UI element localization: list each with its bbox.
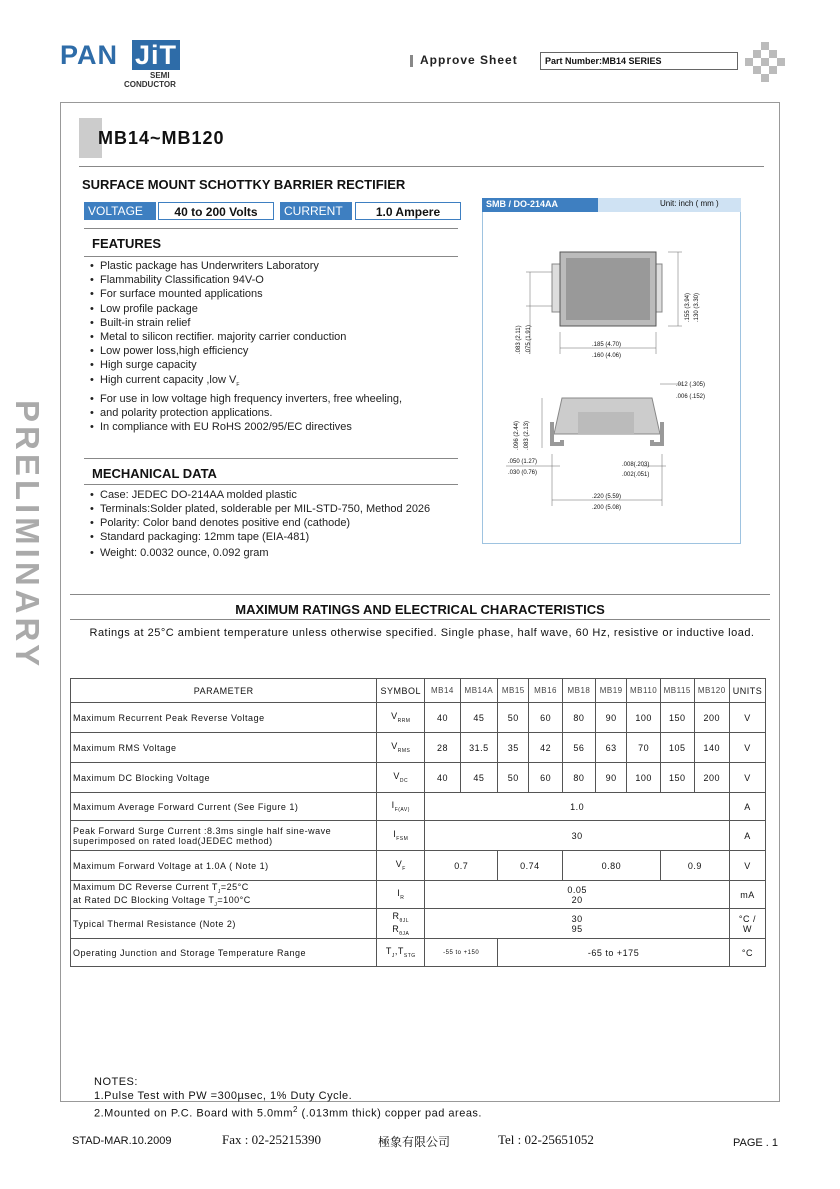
value-cell: 0.05 20	[425, 881, 730, 909]
feature-item: • Flammability Classification 94V-O	[90, 273, 470, 287]
symbol-cell: $V_{DC}$	[377, 763, 425, 793]
param-cell: Maximum DC Blocking Voltage	[71, 763, 377, 793]
notes-heading: NOTES:	[94, 1076, 138, 1088]
value-cell: -65 to +175	[498, 939, 730, 967]
dim-d2: .130 (3.30)	[694, 292, 700, 322]
dim-d14: .002(.051)	[622, 472, 650, 478]
unit-cell: V	[729, 851, 765, 881]
value-cell: 90	[596, 703, 627, 733]
current-value: 1.0 Ampere	[355, 202, 461, 220]
dim-d4: .075 (1.91)	[526, 324, 532, 354]
value-cell: 80	[562, 763, 595, 793]
unit-cell: mA	[729, 881, 765, 909]
logo-semi: SEMI	[150, 71, 170, 80]
dim-d5: .185 (4.70)	[592, 342, 622, 348]
notes	[94, 1075, 482, 1121]
param-cell: Maximum DC Reverse Current $T_J=25^\circ C$ at Rated DC Blocking Voltage $T_J=100^\circ C$	[71, 881, 377, 909]
ratings-heading: MAXIMUM RATINGS AND ELECTRICAL CHARACTERISTICS	[235, 602, 605, 617]
col-header: MB15	[498, 679, 529, 703]
subtitle: SURFACE MOUNT SCHOTTKY BARRIER RECTIFIER	[82, 177, 406, 192]
dim-d15: .220 (5.59)	[592, 494, 622, 500]
table-row	[71, 821, 766, 851]
ratings-note: Ratings at 25°C ambient temperature unless otherwise specified. Single phase, half wave, 60 Hz, resistive or inductive load.	[89, 627, 755, 639]
value-cell: 50	[498, 703, 529, 733]
value-cell: 105	[660, 733, 694, 763]
value-cell: 56	[562, 733, 595, 763]
symbol-cell: $R_{\theta JL}$ $R_{\theta JA}$	[377, 909, 425, 939]
approve-sheet-label: Approve Sheet	[420, 53, 518, 67]
value-cell: 50	[498, 763, 529, 793]
dim-d9: .096 (2.44)	[514, 420, 520, 450]
value-cell: 63	[596, 733, 627, 763]
col-header: MB14	[425, 679, 460, 703]
dim-d10: .083 (2.13)	[524, 420, 530, 450]
note-1: 1.Pulse Test with PW =300µsec, 1% Duty Cycle.	[94, 1090, 353, 1102]
value-cell: 70	[627, 733, 661, 763]
part-number-box: Part Number:MB14 SERIES	[540, 52, 738, 70]
feature-item: • Low power loss,high efficiency	[90, 344, 470, 358]
preliminary-watermark: PRELIMINARY	[9, 400, 46, 671]
value-cell: 140	[694, 733, 729, 763]
dim-d3: .083 (2.11)	[516, 325, 522, 354]
param-cell: Maximum Forward Voltage at 1.0A ( Note 1)	[71, 851, 377, 881]
ratings-rule	[70, 594, 770, 595]
value-cell: 0.9	[660, 851, 729, 881]
value-cell: 100	[627, 763, 661, 793]
table-row	[71, 881, 766, 909]
table-row	[71, 939, 766, 967]
logo-jit: JiT	[132, 40, 180, 70]
unit-cell: °C / W	[729, 909, 765, 939]
symbol-cell: $I_R$	[377, 881, 425, 909]
side-body-inner	[578, 412, 634, 434]
feature-item: • For surface mounted applications	[90, 287, 470, 301]
symbol-cell: $V_F$	[377, 851, 425, 881]
footer-page: PAGE . 1	[733, 1137, 779, 1149]
param-cell: Typical Thermal Resistance (Note 2)	[71, 909, 377, 939]
symbol-cell: $V_{RMS}$	[377, 733, 425, 763]
param-cell: Maximum RMS Voltage	[71, 733, 377, 763]
mechanical-list	[90, 488, 470, 560]
unit-cell: V	[729, 703, 765, 733]
value-cell: -55 to +150	[425, 939, 498, 967]
value-cell: 200	[694, 703, 729, 733]
package-unit: Unit: inch ( mm )	[660, 199, 719, 208]
feature-item: • and polarity protection applications.	[90, 406, 470, 420]
footer-company: 極象有限公司	[378, 1135, 451, 1149]
col-header: PARAMETER	[71, 679, 377, 703]
value-cell: 45	[460, 763, 498, 793]
title-rule	[79, 166, 764, 167]
table-row	[71, 851, 766, 881]
value-cell: 150	[660, 703, 694, 733]
dim-d8: .006 (.152)	[676, 394, 706, 400]
package-name: SMB / DO-214AA	[482, 198, 598, 212]
unit-cell: °C	[729, 939, 765, 967]
package-drawing	[482, 214, 741, 542]
unit-cell: V	[729, 763, 765, 793]
mech-item: • Polarity: Color band denotes positive end (cathode)	[90, 516, 470, 530]
value-cell: 90	[596, 763, 627, 793]
symbol-cell: $V_{RRM}$	[377, 703, 425, 733]
value-cell: 60	[529, 763, 562, 793]
mech-item: • Weight: 0.0032 ounce, 0.092 gram	[90, 546, 470, 560]
col-header: MB115	[660, 679, 694, 703]
feature-item: • Metal to silicon rectifier. majority carrier conduction	[90, 330, 470, 344]
approve-bar	[410, 55, 413, 67]
value-cell: 42	[529, 733, 562, 763]
table-row	[71, 909, 766, 939]
value-cell: 80	[562, 703, 595, 733]
footer-fax: Fax : 02-25215390	[222, 1132, 321, 1147]
dim-d7: .012 (.305)	[676, 382, 706, 388]
features-rule	[84, 256, 458, 257]
feature-item: • Low profile package	[90, 302, 470, 316]
mech-rule	[84, 484, 458, 485]
features-rule-top	[84, 228, 458, 229]
symbol-cell: $T_J,T_{STG}$	[377, 939, 425, 967]
unit-cell: V	[729, 733, 765, 763]
checker-pattern	[745, 42, 785, 82]
top-body-inner	[566, 258, 650, 320]
ratings-table	[70, 678, 766, 967]
mech-item: • Standard packaging: 12mm tape (EIA-481)	[90, 530, 470, 544]
value-cell: 0.74	[498, 851, 563, 881]
value-cell: 200	[694, 763, 729, 793]
value-cell: 35	[498, 733, 529, 763]
dim-d1: .155 (3.94)	[685, 292, 691, 322]
logo-pan: PAN	[60, 40, 119, 70]
table-row	[71, 763, 766, 793]
voltage-tag: VOLTAGE	[84, 202, 156, 220]
col-header: MB110	[627, 679, 661, 703]
param-cell: Maximum Average Forward Current (See Figure 1)	[71, 793, 377, 821]
value-cell: 0.80	[562, 851, 660, 881]
value-cell: 60	[529, 703, 562, 733]
feature-item: • High surge capacity	[90, 358, 470, 372]
symbol-cell: $I_{F(AV)}$	[377, 793, 425, 821]
feature-item: • High current capacity ,low $V_F$	[90, 373, 470, 392]
feature-item: • For use in low voltage high frequency inverters, free wheeling,	[90, 392, 470, 406]
dim-d11: .050 (1.27)	[508, 459, 538, 465]
dim-d16: .200 (5.08)	[592, 505, 622, 511]
dim-d6: .160 (4.06)	[592, 353, 622, 359]
unit-cell: A	[729, 793, 765, 821]
voltage-value: 40 to 200 Volts	[158, 202, 274, 220]
value-cell: 100	[627, 703, 661, 733]
symbol-cell: $I_{FSM}$	[377, 821, 425, 851]
unit-cell: A	[729, 821, 765, 851]
features-list	[90, 259, 470, 435]
dim-d13: .008(.203)	[622, 462, 650, 468]
mech-rule-top	[84, 458, 458, 459]
feature-item: • In compliance with EU RoHS 2002/95/EC directives	[90, 420, 470, 434]
value-cell: 150	[660, 763, 694, 793]
col-header: UNITS	[729, 679, 765, 703]
footer-date: STAD-MAR.10.2009	[72, 1135, 172, 1147]
value-cell: 40	[425, 703, 460, 733]
col-header: MB16	[529, 679, 562, 703]
feature-item: • Plastic package has Underwriters Laboratory	[90, 259, 470, 273]
table-header-row	[71, 679, 766, 703]
ratings-rule-2	[70, 619, 770, 620]
value-cell: 30 95	[425, 909, 730, 939]
features-heading: FEATURES	[92, 236, 162, 251]
value-cell: 45	[460, 703, 498, 733]
note-2: 2.Mounted on P.C. Board with $5.0mm^2$ (.013mm thick) copper pad areas.	[94, 1105, 482, 1120]
col-header: MB14A	[460, 679, 498, 703]
mech-item: • Terminals:Solder plated, solderable per MIL-STD-750, Method 2026	[90, 502, 470, 516]
param-cell: Operating Junction and Storage Temperature Range	[71, 939, 377, 967]
col-header: MB120	[694, 679, 729, 703]
table-row	[71, 793, 766, 821]
table-row	[71, 703, 766, 733]
footer-tel: Tel : 02-25651052	[498, 1132, 594, 1147]
value-cell: 40	[425, 763, 460, 793]
mechanical-heading: MECHANICAL DATA	[92, 466, 217, 481]
table-row	[71, 733, 766, 763]
mech-item: • Case: JEDEC DO-214AA molded plastic	[90, 488, 470, 502]
value-cell: 31.5	[460, 733, 498, 763]
page-title: MB14~MB120	[98, 128, 225, 148]
current-tag: CURRENT	[280, 202, 352, 220]
value-cell: 28	[425, 733, 460, 763]
logo-conductor: CONDUCTOR	[124, 80, 176, 89]
col-header: SYMBOL	[377, 679, 425, 703]
dim-d12: .030 (0.76)	[508, 470, 538, 476]
value-cell: 0.7	[425, 851, 498, 881]
value-cell: 1.0	[425, 793, 730, 821]
col-header: MB18	[562, 679, 595, 703]
param-cell: Maximum Recurrent Peak Reverse Voltage	[71, 703, 377, 733]
value-cell: 30	[425, 821, 730, 851]
feature-item: • Built-in strain relief	[90, 316, 470, 330]
col-header: MB19	[596, 679, 627, 703]
param-cell: Peak Forward Surge Current :8.3ms single half sine-wave superimposed on rated load(JEDEC method)	[71, 821, 377, 851]
